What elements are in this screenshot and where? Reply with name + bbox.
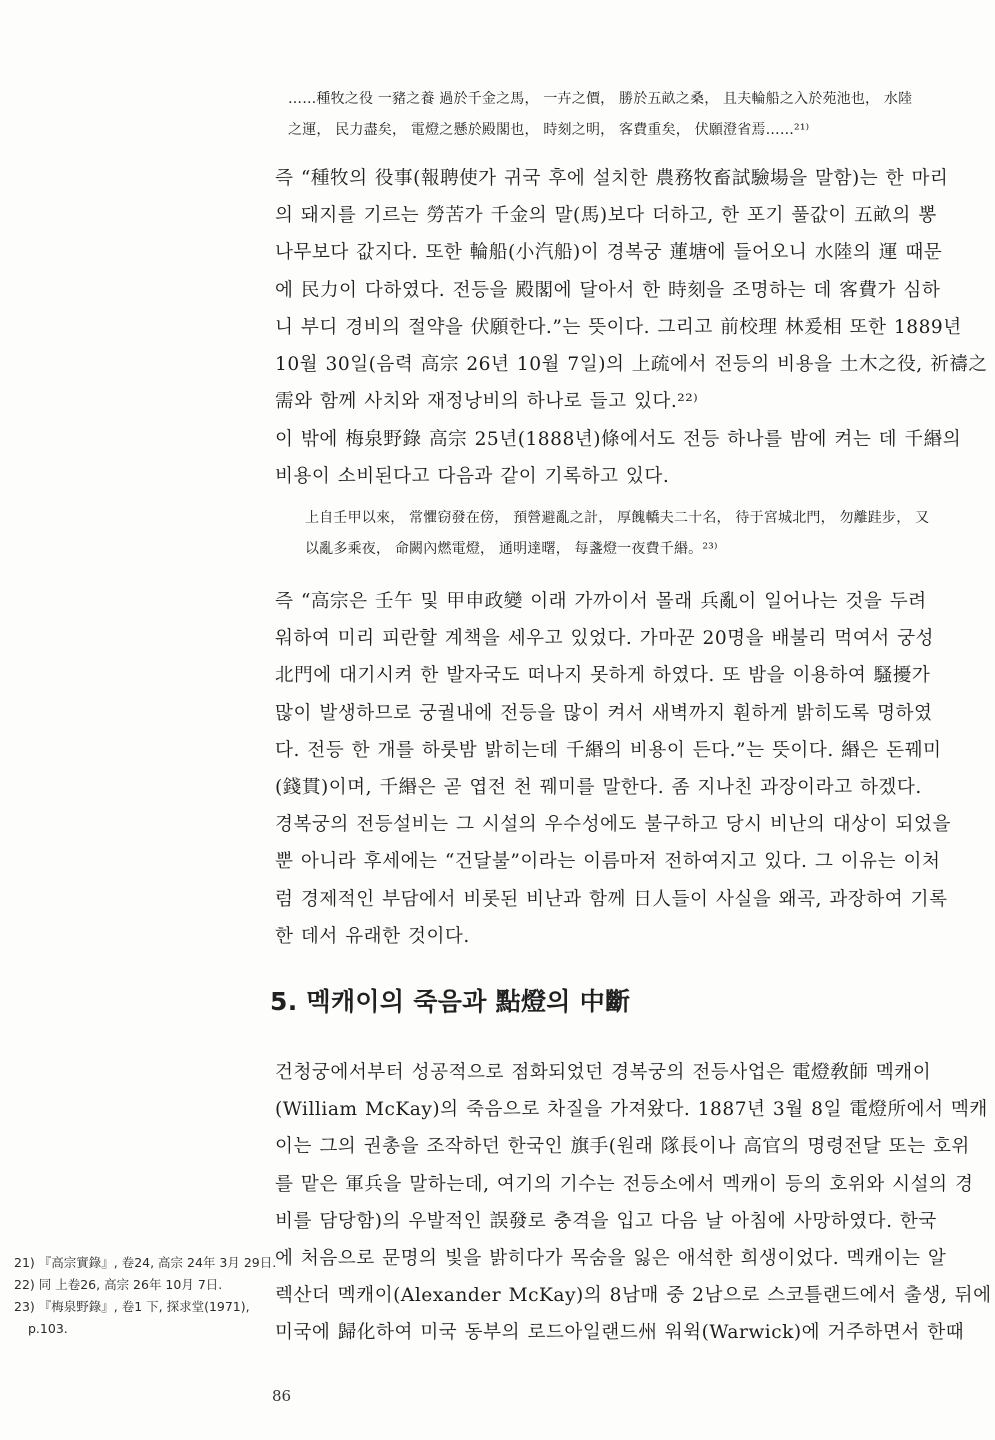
text-line: 한 데서 유래한 것이다. xyxy=(275,925,470,947)
footnote-23-continued: p.103. xyxy=(28,1321,68,1336)
footnote-22: 22) 同 上卷26, 高宗 26年 10月 7日. xyxy=(14,1277,223,1292)
quote-line: 之運， 民力盡矣， 電燈之懸於殿閣也， 時刻之明， 客費重矣， 伏願澄省焉……²¹⁾ xyxy=(288,122,810,138)
body-paragraph-2 xyxy=(275,421,962,495)
text-line: (錢貫)이며, 千緡은 곧 엽전 천 꿰미를 말한다. 좀 지나친 과장이라고 하겠다. xyxy=(275,777,922,799)
text-line: 많이 발생하므로 궁궐내에 전등을 많이 켜서 새벽까지 훤하게 밝히도록 명하였 xyxy=(275,702,933,724)
text-line: 렉산더 멕캐이(Alexander McKay)의 8남매 중 2남으로 스코틀랜드에서 출생, 뒤에 xyxy=(275,1285,992,1307)
text-line: 니 부디 경비의 절약을 伏願한다.”는 뜻이다. 그리고 前校理 林爰相 또한 1889년 xyxy=(275,316,962,338)
quote-block-2 xyxy=(305,503,945,565)
text-line: 워하여 미리 피란할 계책을 세우고 있었다. 가마꾼 20명을 배불리 먹여서 궁성 xyxy=(275,628,935,650)
text-line: 의 돼지를 기르는 勞苦가 千金의 말(馬)보다 더하고, 한 포기 풀값이 五畝의 뽕 xyxy=(275,205,937,227)
footnotes xyxy=(14,1252,277,1340)
text-line: 나무보다 값지다. 또한 輪船(小汽船)이 경복궁 蓮塘에 들어오니 水陸의 運 때문 xyxy=(275,242,943,264)
body-paragraph-1 xyxy=(275,160,988,420)
text-line: 이 밖에 梅泉野錄 高宗 25년(1888년)條에서도 전등 하나를 밤에 켜는 데 千緡의 xyxy=(275,429,962,450)
text-line: 비용이 소비된다고 다음과 같이 기록하고 있다. xyxy=(275,466,670,488)
text-line: (William McKay)의 죽음으로 차질을 가져왔다. 1887년 3월 8일 電燈所에서 멕캐 xyxy=(275,1099,988,1121)
page-number: 86 xyxy=(272,1387,292,1405)
text-line: 다. 전등 한 개를 하룻밤 밝히는데 千緡의 비용이 든다.”는 뜻이다. 緡은 돈꿰미 xyxy=(275,739,942,761)
footnote-23: 23) 『梅泉野錄』, 卷1 下, 探求堂(1971), xyxy=(14,1299,250,1314)
text-line: 에 民力이 다하였다. 전등을 殿閣에 달아서 한 時刻을 조명하는 데 客費가 심하 xyxy=(275,279,941,301)
body-paragraph-4 xyxy=(275,1054,992,1352)
text-line: 10월 30일(음력 高宗 26년 10월 7일)의 上疏에서 전등의 비용을 土木之役, 祈禱之 xyxy=(275,354,988,376)
quote-line: 以亂多乘夜， 命闕內燃電燈， 通明達曙， 每盞燈一夜費千緡。²³⁾ xyxy=(305,541,718,557)
text-line: 이는 그의 권총을 조작하던 한국인 旗手(원래 隊長이나 高官의 명령전달 또는 호위 xyxy=(275,1136,970,1158)
text-line: 北門에 대기시켜 한 발자국도 떠나지 못하게 하였다. 또 밤을 이용하여 騷擾가 xyxy=(275,665,931,687)
body-paragraph-3 xyxy=(275,583,951,955)
text-line: 건청궁에서부터 성공적으로 점화되었던 경복궁의 전등사업은 電燈敎師 멕캐이 xyxy=(275,1062,932,1083)
text-line: 비를 담당함)의 우발적인 誤發로 충격을 입고 다음 날 아침에 사망하였다. 한국 xyxy=(275,1210,937,1232)
text-line: 에 처음으로 문명의 빛을 밝히다가 목숨을 잃은 애석한 희생이었다. 멕캐이는 알 xyxy=(275,1248,947,1270)
quote-line: 上自壬甲以來， 常懼窃發在傍， 預營避亂之計， 厚餽轎夫二十名， 待于宮城北門， 勿離跬步， 又 xyxy=(305,510,930,526)
text-line: 미국에 歸化하여 미국 동부의 로드아일랜드州 워윅(Warwick)에 거주하면서 한때 xyxy=(275,1322,965,1344)
section-heading: 5. 멕캐이의 죽음과 點燈의 中斷 xyxy=(270,987,631,1016)
text-line: 즉 “高宗은 壬午 및 甲申政變 이래 가까이서 몰래 兵亂이 일어나는 것을 두려 xyxy=(275,591,927,612)
quote-block-1 xyxy=(288,84,948,146)
text-line: 럼 경제적인 부담에서 비롯된 비난과 함께 日人들이 사실을 왜곡, 과장하여 기록 xyxy=(275,888,948,910)
text-line: 경복궁의 전등설비는 그 시설의 우수성에도 불구하고 당시 비난의 대상이 되었을 xyxy=(275,814,951,836)
text-line: 需와 함께 사치와 재정낭비의 하나로 들고 있다.²²⁾ xyxy=(275,391,699,413)
text-line: 뿐 아니라 후세에는 “건달불”이라는 이름마저 전하여지고 있다. 그 이유는 이처 xyxy=(275,851,941,873)
text-line: 즉 “種牧의 役事(報聘使가 귀국 후에 설치한 農務牧畜試驗場을 말함)는 한 마리 xyxy=(275,168,949,189)
quote-line: ……種牧之役 一豬之養 過於千金之馬， 一卉之價， 勝於五畝之桑， 且夫輪船之入於苑池也， 水陸 xyxy=(288,91,913,107)
text-line: 를 맡은 軍兵을 말하는데, 여기의 기수는 전등소에서 멕캐이 등의 호위와 시설의 경 xyxy=(275,1173,974,1195)
footnote-21: 21) 『高宗實錄』, 卷24, 高宗 24年 3月 29日. xyxy=(14,1255,277,1270)
